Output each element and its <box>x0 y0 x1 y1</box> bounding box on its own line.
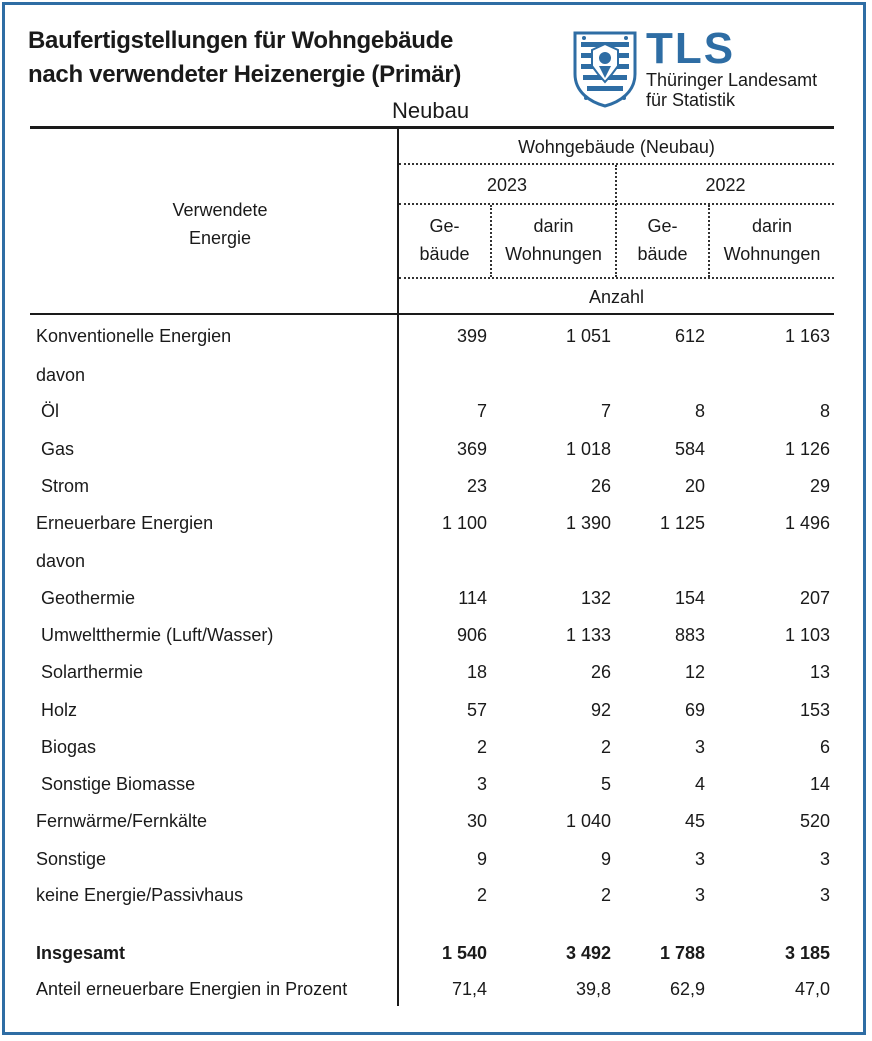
col-header-line-2: Wohnungen <box>505 244 602 264</box>
value-2022-wohnungen: 6 <box>819 737 830 757</box>
value-2022-wohnungen: 153 <box>799 700 830 720</box>
row-label-header-line-1: Verwendete <box>172 200 268 220</box>
value-2022-wohnungen: 13 <box>809 662 830 682</box>
value-2023-gebaeude: 2 <box>476 885 487 905</box>
value-2022-gebaeude: 3 <box>694 737 705 757</box>
value-2022-gebaeude: 8 <box>694 401 705 421</box>
value-2023-gebaeude: 1 540 <box>441 943 487 963</box>
value-2022-wohnungen: 8 <box>819 401 830 421</box>
value-2023-gebaeude: 399 <box>456 326 487 346</box>
col-header-line-2: bäude <box>419 244 470 264</box>
row-label: Insgesamt <box>36 943 126 963</box>
value-2023-gebaeude: 3 <box>476 774 487 794</box>
value-2023-gebaeude: 7 <box>476 401 487 421</box>
row-label: Gas <box>41 439 75 459</box>
value-2023-gebaeude: 114 <box>458 588 487 608</box>
col-header-line-1: darin <box>533 216 574 236</box>
row-label: keine Energie/Passivhaus <box>36 885 244 905</box>
header-rule-cols <box>399 277 834 279</box>
row-label: Erneuerbare Energien <box>36 513 214 533</box>
value-2022-gebaeude: 45 <box>684 811 705 831</box>
row-label-header <box>120 196 320 252</box>
value-2022-wohnungen: 1 126 <box>784 439 830 459</box>
col-header-line-2: Wohnungen <box>723 244 821 264</box>
col-header-line-2: bäude <box>637 244 688 264</box>
value-2022-wohnungen: 1 103 <box>784 625 830 645</box>
value-2022-gebaeude: 12 <box>684 662 705 682</box>
row-label: Sonstige Biomasse <box>41 774 196 794</box>
value-2022-gebaeude: 62,9 <box>669 979 705 999</box>
value-2022-gebaeude: 3 <box>694 849 705 869</box>
value-2022-gebaeude: 3 <box>694 885 705 905</box>
value-2023-wohnungen: 5 <box>600 774 611 794</box>
value-2023-wohnungen: 7 <box>600 401 611 421</box>
col-header-2022-gebaeude <box>617 212 708 268</box>
row-label: Biogas <box>41 737 97 757</box>
year-header-2022: 2022 <box>705 175 746 195</box>
col-header-2023-gebaeude <box>399 212 490 268</box>
row-label: Fernwärme/Fernkälte <box>36 811 208 831</box>
year-header-2023: 2023 <box>486 175 528 195</box>
value-2023-gebaeude: 18 <box>466 662 487 682</box>
logo-org-line-1: Thüringer Landesamt <box>646 70 818 90</box>
value-2023-wohnungen: 1 051 <box>565 326 611 346</box>
value-2023-gebaeude: 57 <box>466 700 487 720</box>
group-header: Wohngebäude (Neubau) <box>518 137 715 157</box>
value-2023-wohnungen: 1 390 <box>565 513 611 533</box>
value-2023-wohnungen: 26 <box>590 662 611 682</box>
logo-acronym: TLS <box>646 24 736 73</box>
value-2022-gebaeude: 154 <box>674 588 705 608</box>
value-2022-wohnungen: 1 496 <box>784 513 830 533</box>
row-label: Umweltthermie (Luft/Wasser) <box>41 625 274 645</box>
col-header-2023-wohnungen <box>492 212 615 268</box>
row-label: Konventionelle Energien <box>36 326 232 346</box>
value-2022-gebaeude: 69 <box>684 700 705 720</box>
value-2022-wohnungen: 29 <box>809 476 830 496</box>
value-2023-gebaeude: 9 <box>476 849 487 869</box>
logo-org-line-2: für Statistik <box>646 90 736 110</box>
value-2022-wohnungen: 207 <box>799 588 830 608</box>
value-2023-wohnungen: 2 <box>600 885 611 905</box>
value-2022-gebaeude: 584 <box>674 439 705 459</box>
value-2023-wohnungen: 39,8 <box>575 979 611 999</box>
value-2023-wohnungen: 1 040 <box>565 811 611 831</box>
value-2022-wohnungen: 3 <box>819 849 830 869</box>
row-label: Solarthermie <box>41 662 144 682</box>
unit-header: Anzahl <box>588 287 645 307</box>
row-label-header-line-2: Energie <box>188 228 252 248</box>
value-2022-wohnungen: 3 <box>819 885 830 905</box>
value-2022-wohnungen: 3 185 <box>784 943 830 963</box>
row-label: Anteil erneuerbare Energien in Prozent <box>36 979 348 999</box>
row-label: Geothermie <box>41 588 136 608</box>
value-2023-gebaeude: 71,4 <box>451 979 487 999</box>
value-2023-wohnungen: 1 133 <box>565 625 611 645</box>
value-2023-gebaeude: 30 <box>466 811 487 831</box>
col-header-line-1: Ge- <box>429 216 460 236</box>
value-2022-gebaeude: 612 <box>674 326 705 346</box>
row-label: Strom <box>41 476 90 496</box>
document-title <box>28 24 461 92</box>
value-2023-wohnungen: 132 <box>580 588 611 608</box>
value-2022-wohnungen: 520 <box>799 811 830 831</box>
value-2023-wohnungen: 9 <box>600 849 611 869</box>
value-2022-gebaeude: 1 125 <box>659 513 705 533</box>
value-2023-wohnungen: 1 018 <box>565 439 611 459</box>
subtitle: Neubau <box>392 98 470 123</box>
table-top-rule <box>30 126 834 129</box>
value-2023-gebaeude: 23 <box>466 476 487 496</box>
value-2022-wohnungen: 1 163 <box>784 326 830 346</box>
value-2022-gebaeude: 20 <box>684 476 705 496</box>
value-2022-gebaeude: 1 788 <box>659 943 705 963</box>
row-label: Holz <box>41 700 78 720</box>
value-2022-gebaeude: 4 <box>694 774 705 794</box>
value-2023-gebaeude: 2 <box>476 737 487 757</box>
value-2023-gebaeude: 906 <box>456 625 487 645</box>
value-2023-wohnungen: 3 492 <box>565 943 611 963</box>
tls-logo <box>572 24 832 112</box>
value-2023-gebaeude: 1 100 <box>441 513 487 533</box>
value-2022-wohnungen: 14 <box>809 774 830 794</box>
value-2022-wohnungen: 47,0 <box>794 979 830 999</box>
header-bottom-rule <box>30 313 834 315</box>
value-2023-gebaeude: 369 <box>456 439 487 459</box>
title-line-2: nach verwendeter Heizenergie (Primär) <box>28 61 462 88</box>
col-header-line-1: darin <box>751 216 793 236</box>
col-header-line-1: Ge- <box>647 216 678 236</box>
value-2022-gebaeude: 883 <box>674 625 705 645</box>
row-label: davon <box>36 365 86 385</box>
value-2023-wohnungen: 26 <box>590 476 611 496</box>
row-label: Sonstige <box>36 849 107 869</box>
title-line-1: Baufertigstellungen für Wohngebäude <box>28 27 454 54</box>
row-label: davon <box>36 551 86 571</box>
coat-of-arms-icon <box>572 30 638 108</box>
value-2023-wohnungen: 2 <box>600 737 611 757</box>
value-2023-wohnungen: 92 <box>590 700 611 720</box>
col-header-2022-wohnungen <box>710 212 834 268</box>
row-label: Öl <box>41 401 59 421</box>
